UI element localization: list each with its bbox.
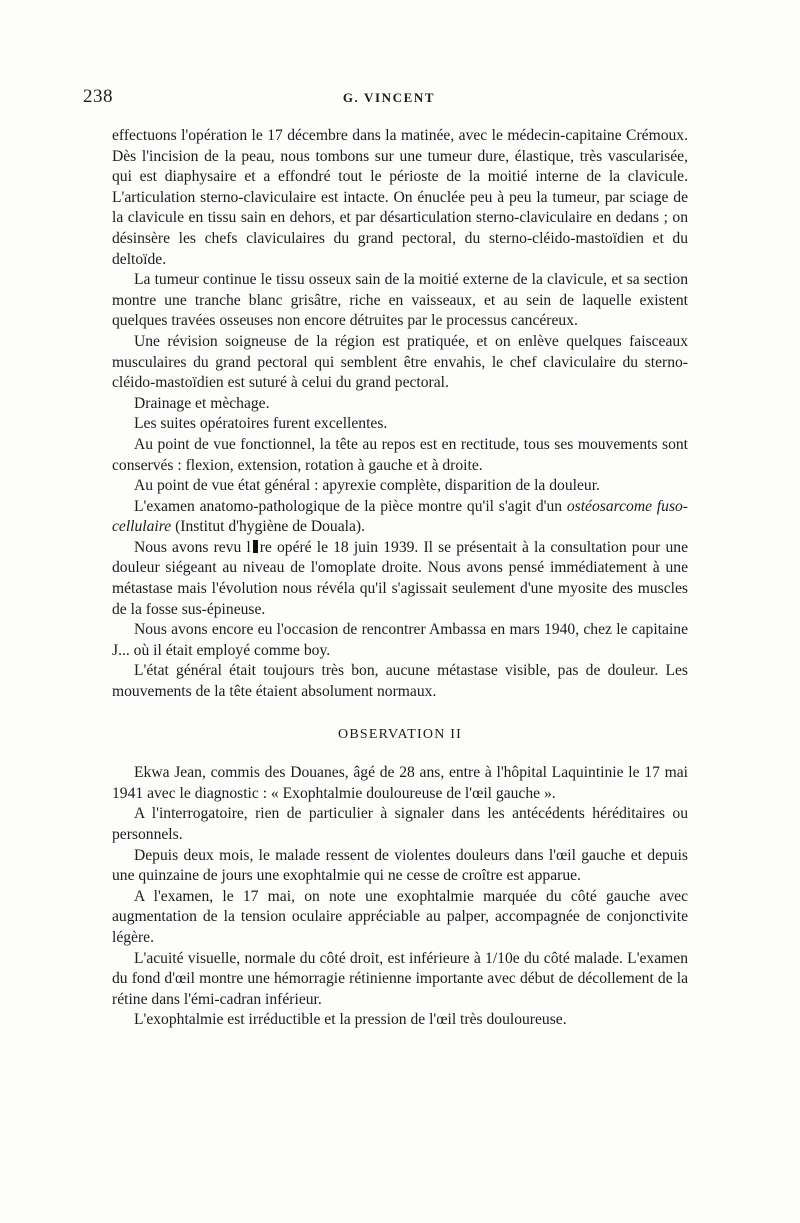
paragraph: Au point de vue état général : apyrexie complète, disparition de la douleur. (134, 477, 600, 495)
paragraph-pathology (112, 497, 688, 538)
paragraph: Les suites opératoires furent excellentes. (134, 415, 388, 433)
print-defect-mark (253, 540, 258, 553)
running-head-author: G. VINCENT (342, 90, 436, 105)
paragraph-text: (Institut d'hygiène de Douala). (171, 518, 365, 536)
paragraph-text: re opéré le 18 juin 1939. Il se présentait à la consultation pour une douleur siégeant au niveau de l'omoplate droite. Nous avons pensé immédiatement à une métastase mais l'évolution nous révéla qu'il s'agissait seulement d'une myosite des muscles de la fosse sus-épineuse. (112, 538, 688, 618)
paragraph: effectuons l'opération le 17 décembre dans la matinée, avec le médecin-capitaine Crémoux. Dès l'incision de la peau, nous tombons sur une tumeur dure, élastique, très vascularisée, qui est diaphysaire et a effondré tout le périoste de la moitié interne de la clavicule. L'articulation sterno-claviculaire est intacte. On énuclée peu à peu la tumeur, par sciage de la clavicule en tissu sain en dehors, et par désarticulation sterno-claviculaire en dedans ; on désinsère les chefs claviculaires du grand pectoral, du sterno-cléido-mastoïdien et du deltoïde. (112, 127, 688, 268)
paragraph: L'exophtalmie est irréductible et la pression de l'œil très douloureuse. (134, 1011, 567, 1029)
paragraph: L'état général était toujours très bon, aucune métastase visible, pas de douleur. Les mouvements de la tête étaient absolument normaux. (112, 662, 688, 701)
diagnosis-italic: ostéosarcome fuso-cellulaire (112, 497, 688, 536)
paragraph: A l'interrogatoire, rien de particulier à signaler dans les antécédents héréditaires ou personnels. (112, 805, 688, 843)
paragraph: A l'examen, le 17 mai, on note une exophtalmie marquée du côté gauche avec augmentation de la tension oculaire appréciable au palper, accompagnée de conjonctivite légère. (112, 887, 688, 946)
paragraph: La tumeur continue le tissu osseux sain de la moitié externe de la clavicule, et sa section montre une tranche blanc grisâtre, riche en vaisseaux, et au sein de laquelle existent quelques travées osseuses non encore détruites par le processus cancéreux. (112, 271, 688, 330)
paragraph-text: L'examen anatomo-pathologique de la pièce montre qu'il s'agit d'un (134, 497, 567, 515)
paragraph: Ekwa Jean, commis des Douanes, âgé de 28 ans, entre à l'hôpital Laquintinie le 17 mai 1941 avec le diagnostic : « Exophtalmie douloureuse de l'œil gauche ». (112, 764, 688, 802)
page-number: 238 (83, 86, 113, 107)
paragraph-followup (112, 538, 688, 620)
paragraph: Depuis deux mois, le malade ressent de violentes douleurs dans l'œil gauche et depuis une quinzaine de jours une exophtalmie qui ne cesse de croître est apparue. (112, 846, 688, 885)
paragraph: Au point de vue fonctionnel, la tête au repos est en rectitude, tous ses mouvements sont conservés : flexion, extension, rotation à gauche et à droite. (112, 435, 688, 474)
paragraph-text: Nous avons revu l (134, 538, 251, 556)
paragraph: Une révision soigneuse de la région est pratiquée, et on enlève quelques faisceaux musculaires du grand pectoral qui semblent être envahis, le chef claviculaire du sterno-cléido-mastoïdien est suturé à celui du grand pectoral. (112, 332, 688, 392)
page-header (83, 86, 695, 110)
section-title: OBSERVATION II (338, 726, 462, 742)
paragraph: L'acuité visuelle, normale du côté droit, est inférieure à 1/10e du côté malade. L'examen du fond d'œil montre une hémorragie rétinienne importante avec début de décollement de la rétine dans l'émi-cadran inférieur. (112, 949, 688, 1008)
body-text (112, 126, 688, 1031)
paragraph: Drainage et mèchage. (134, 394, 270, 412)
paragraph: Nous avons encore eu l'occasion de rencontrer Ambassa en mars 1940, chez le capitaine J... où il était employé comme boy. (112, 621, 688, 659)
